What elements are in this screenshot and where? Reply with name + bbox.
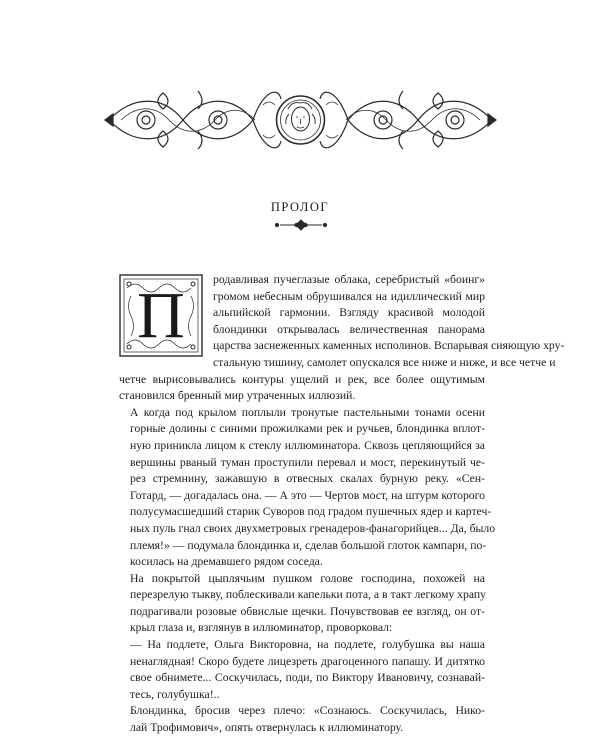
title-ornament [272,219,330,231]
text-line: ную приникла лицом к стеклу иллюминатора. Сквозь цепляющийся за [130,438,485,452]
text-line: ненаглядная! Скоро будете лицезреть драгоценного папашу. И дитятко [130,654,485,668]
paragraph-3 [119,571,485,637]
drop-cap-letter: П [137,278,185,352]
text-line: — На подлете, Ольга Викторовна, на подлете, голубушка вы наша [130,638,485,652]
drop-cap [119,274,203,357]
text-line: громом небесным обрушивался на идиллический мир [213,289,485,303]
text-line: альпийской гармонии. Взгляду красивой молодой [213,306,485,320]
text-line: крыл глаза и, взглянув в иллюминатор, проворковал: [130,621,393,635]
text-line: ных пуль гнал своих двухметровых гренадеров-фанагорийцев... Да, было [130,521,496,535]
text-line: подрагивали розовые обвислые щечки. Почувствовав ее взгляд, он от- [130,604,485,618]
text-line: Блондинка, бросив через плечо: «Сознаюсь. Соскучилась, Нико- [130,704,485,718]
text-line: лай Трофимович», опять отвернулась к иллюминатору. [130,721,404,735]
text-line: четче вырисовывались контуры ущелий и рек, все более ощутимым [119,372,485,386]
text-line: полусумасшедший старик Суворов под градом пушечных ядер и картеч- [130,505,492,519]
text-line: стальную тишину, самолет опускался все ниже и ниже, и все четче и [213,355,556,369]
text-line: родавливая пучеглазые облака, серебристый «боинг» [213,273,485,286]
ornamental-headpiece [103,81,498,159]
text-line: косилась на дремавшего рядом соседа. [130,555,323,569]
text-line: свое обнимете... Соскучилась, поди, по Виктору Ивановичу, сознавай- [130,671,485,685]
paragraph-2 [119,405,496,571]
text-line: рез стремнину, зажавшую в отвесных скалах бурную реку. «Сен- [130,472,485,486]
text-line: тесь, голубушка!.. [130,687,220,701]
text-line: А когда под крылом поплыли тронутые пастельными тонами осени [130,405,485,419]
text-line: Готард, — догадалась она. — А это — Чертов мост, на штурм которого [130,488,485,502]
paragraph-5 [119,703,485,736]
chapter-title: ПРОЛОГ [270,200,330,214]
body-text [119,272,565,737]
text-line: На покрытой цыплячьим пушком голове господина, похожей на [130,571,485,585]
text-line: горные долины с синими прожилками рек и ручьев, блондинка вплот- [130,422,485,436]
text-line: царства заснеженных каменных исполинов. Вспарывая сияющую хру- [213,339,565,353]
text-line: вершины рваный туман проступили перевал и мост, перекинутый че- [130,455,485,469]
text-line: племя!» — подумала блондинка и, сделав большой глоток кампари, по- [130,538,487,552]
text-line: блондинки открывалась величественная панорама [213,322,485,336]
text-line: становился бренный мир утраченных иллюзий. [119,389,356,403]
paragraph-4 [119,637,485,703]
text-line: перезрелую тыкву, поблескивали капельки пота, а в такт легкому храпу [130,588,486,602]
